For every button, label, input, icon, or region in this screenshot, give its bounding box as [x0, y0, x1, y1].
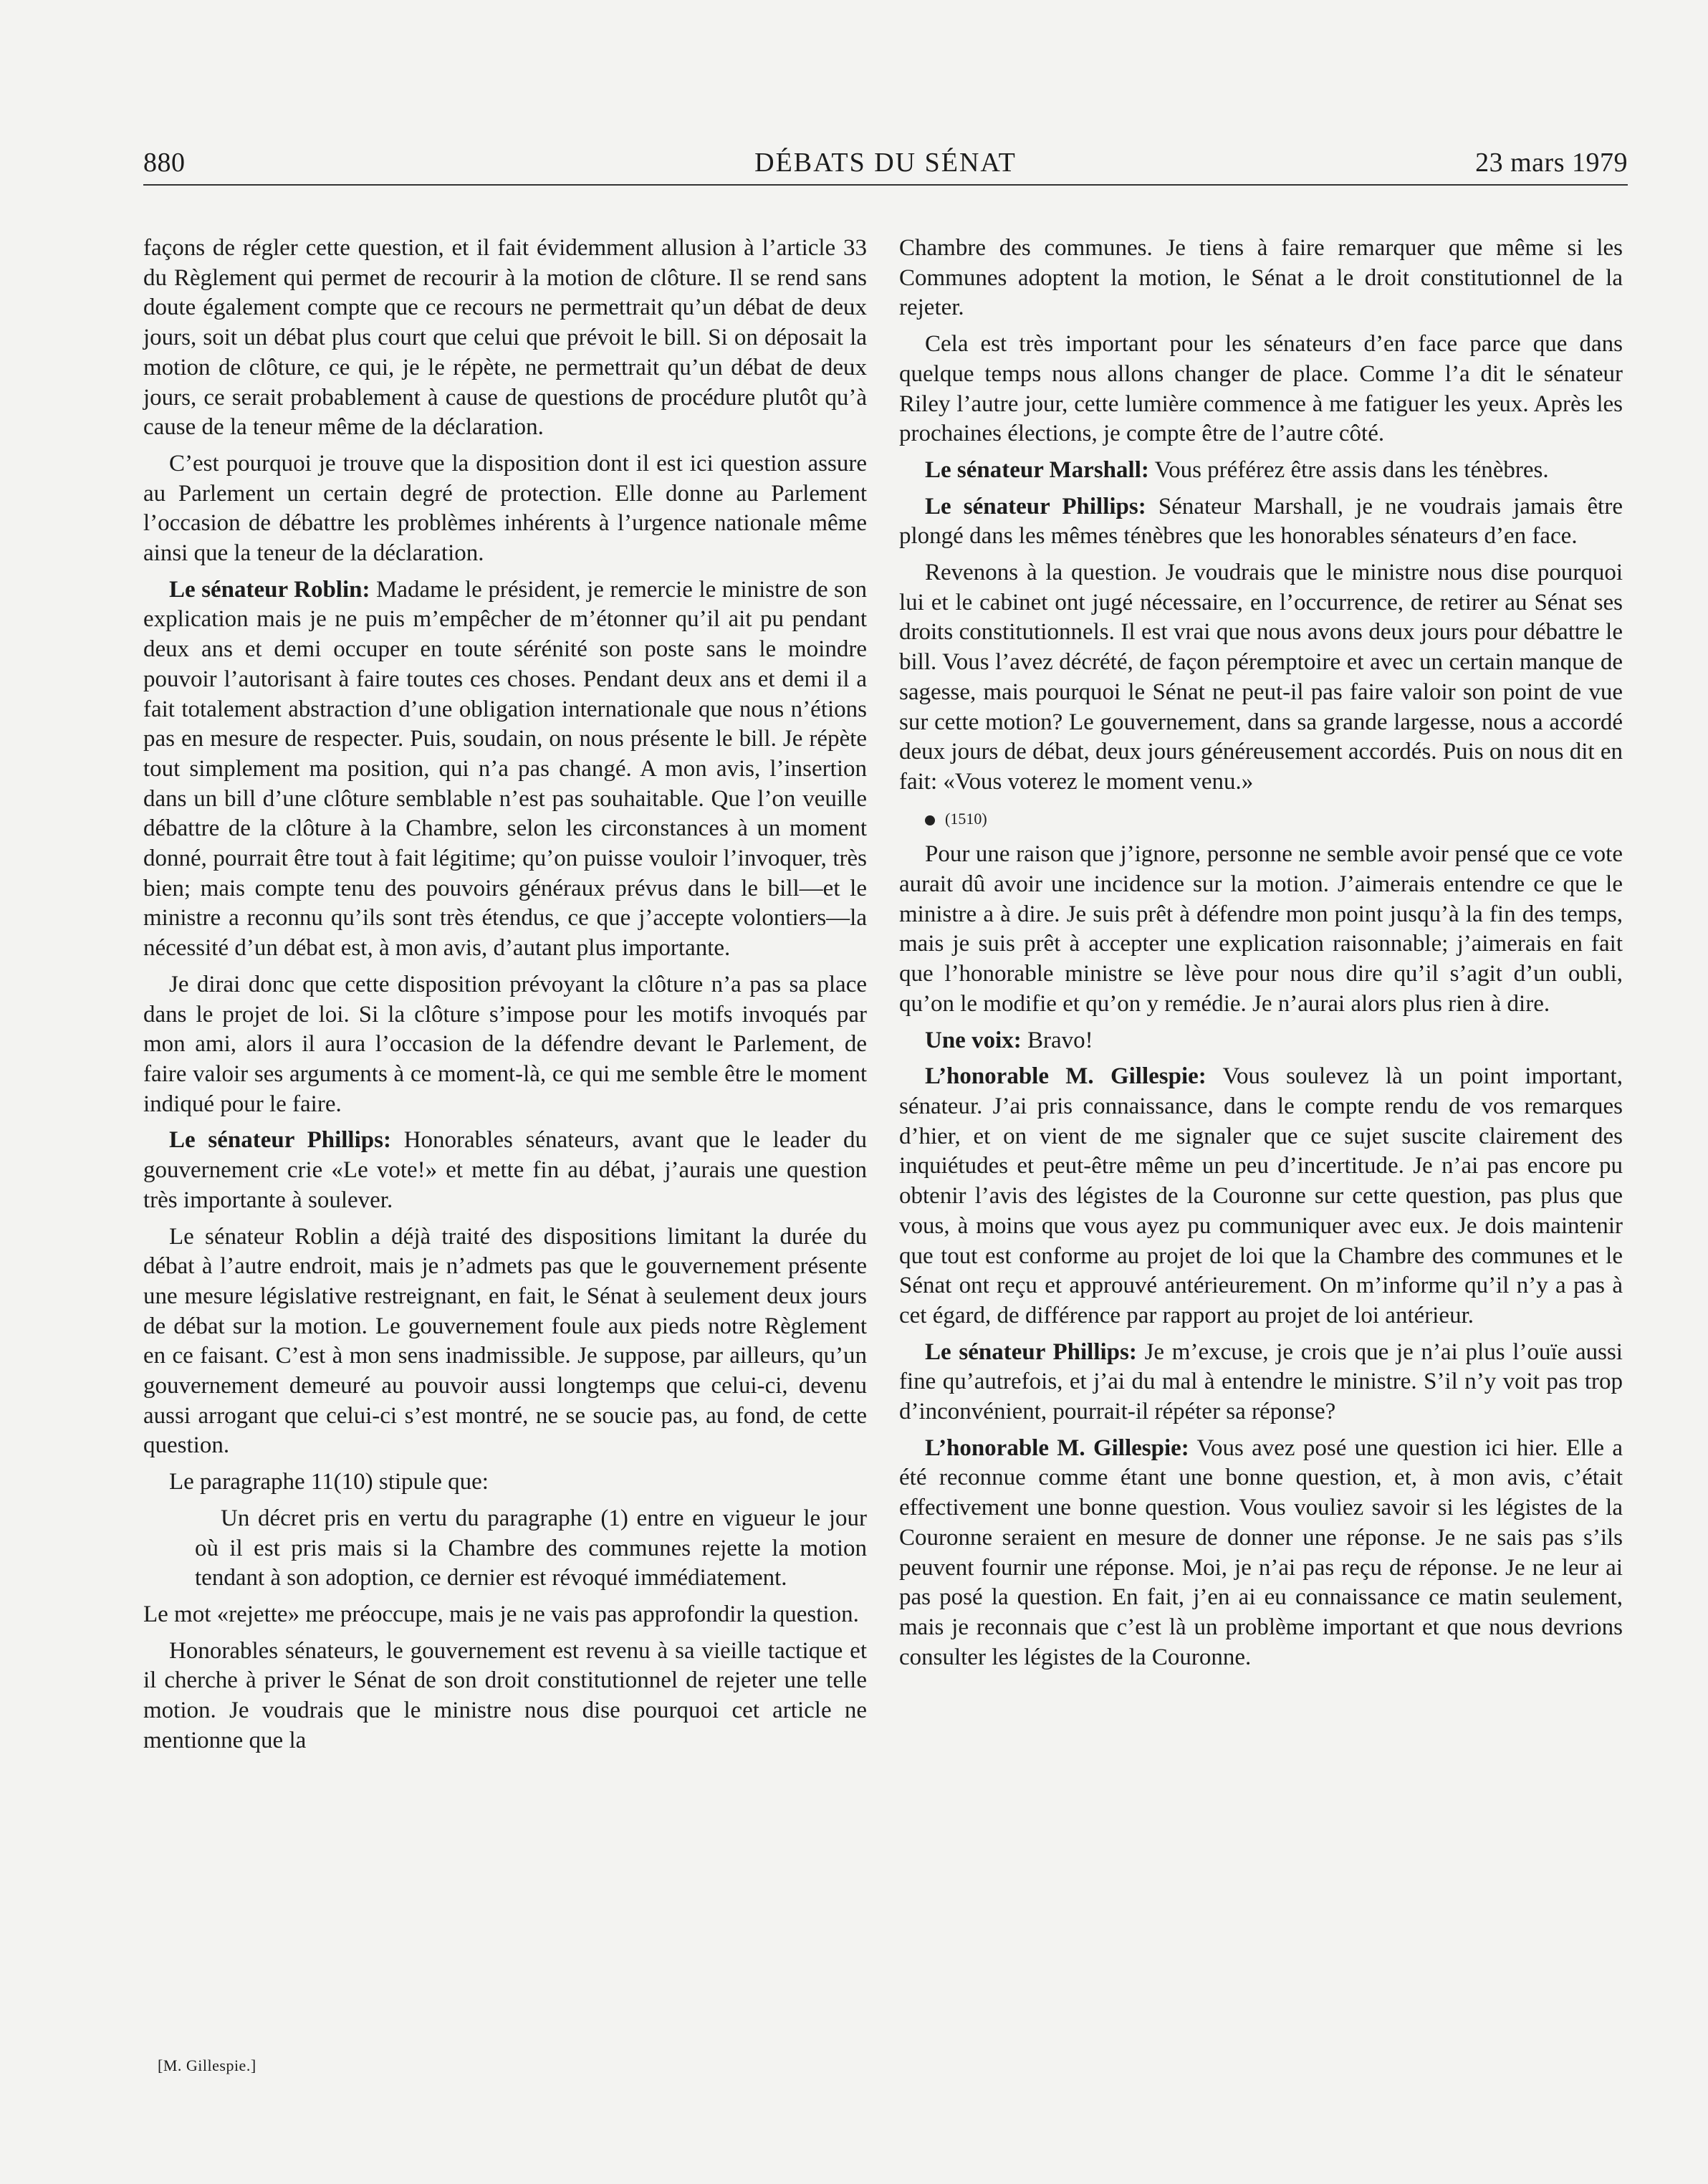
speech-text: Je m’excuse, je crois que je n’ai plus l’ouïe aussi fine qu’autrefois, et j’ai du mal à entendre le ministre. S’il n’y voit pas trop d’inconvénient, pourrait-il répéter sa réponse? — [899, 1338, 1623, 1425]
left-column — [143, 234, 867, 1762]
paragraph: Le mot «rejette» me préoccupe, mais je ne vais pas approfondir la question. — [143, 1601, 859, 1627]
speech-text: Vous préférez être assis dans les ténèbres. — [1148, 456, 1549, 483]
speech-phillips — [899, 492, 1623, 552]
speech-gillespie — [899, 1434, 1623, 1673]
paragraph: Je dirai donc que cette disposition prévoyant la clôture n’a pas sa place dans le projet de loi. Si la clôture s’impose pour les motifs invoqués par mon ami, alors il aura l’occasion de la défendre devant le Parlement, de faire valoir ses arguments à ce moment-là, ce qui me semble être le moment indiqué pour le faire. — [143, 971, 867, 1117]
speaker-name: Le sénateur Roblin: — [169, 576, 370, 603]
speaker-name: Le sénateur Phillips: — [169, 1127, 391, 1154]
speaker-name: Une voix: — [925, 1027, 1022, 1053]
speech-voice — [899, 1026, 1623, 1056]
speaker-name: Le sénateur Phillips: — [925, 493, 1146, 519]
paragraph: Cela est très important pour les sénateurs d’en face parce que dans quelque temps nous allons changer de place. Comme l’a dit le sénateur Riley l’autre jour, cette lumière commence à me fatiguer les yeux. Après les prochaines élections, je compte être de l’autre côté. — [899, 331, 1623, 447]
paragraph: Revenons à la question. Je voudrais que le ministre nous dise pourquoi lui et le cabinet ont jugé nécessaire, en l’occurrence, de retirer au Sénat ses droits constitutionnels. Il est vrai que nous avons deux jours pour débattre le bill. Vous l’avez décrété, de façon péremptoire et avec un certain manque de sagesse, mais pourquoi le Sénat ne peut-il pas faire valoir son point de vue sur cette motion? Le gouvernement, dans sa grande largesse, nous a accordé deux jours de débat, deux jours généreusement accordés. Puis on nous dit en fait: «Vous voterez le moment venu.» — [899, 560, 1623, 795]
speech-text: Honorables sénateurs, avant que le leader du gouvernement crie «Le vote!» et mette fin au débat, j’aurais une question très importante à soulever. — [143, 1127, 867, 1213]
page-header — [143, 147, 1628, 186]
speech-text: Vous avez posé une question ici hier. Elle a été reconnue comme étant une bonne question, et, à mon avis, c’était effectivement une bonne question. Vous vouliez savoir si les légistes de la Couronne seraient en mesure de donner une réponse. Je ne sais pas s’ils peuvent fournir une réponse. Moi, je n’ai pas reçu de réponse. Je ne leur ai pas posé la question. En fait, j’en ai eu connaissance ce matin seulement, mais je reconnais que c’est là un problème important et que nous devrions consulter les légistes de la Couronne. — [899, 1435, 1623, 1670]
speech-roblin — [143, 575, 867, 964]
paragraph: Chambre des communes. Je tiens à faire remarquer que même si les Communes adoptent la motion, le Sénat a le droit constitutionnel de la rejeter. — [899, 235, 1623, 321]
speech-phillips — [143, 1126, 867, 1215]
publication-date: 23 mars 1979 — [1475, 148, 1628, 178]
speech-text: Sénateur Marshall, je ne voudrais jamais être plongé dans les mêmes ténèbres que les honorables sénateurs d’en face. — [899, 493, 1623, 550]
publication-title: DÉBATS DU SÉNAT — [754, 148, 1017, 178]
time-marker — [899, 804, 1623, 834]
paragraph: Le sénateur Roblin a déjà traité des dispositions limitant la durée du débat à l’autre endroit, mais je n’admets pas que le gouvernement présente une mesure législative restreignant, en fait, le Sénat à seulement deux jours de débat sur la motion. Le gouvernement foule aux pieds notre Règlement en ce faisant. C’est à mon sens inadmissible. Je suppose, par ailleurs, qu’un gouvernement demeuré au pouvoir aussi longtemps que celui-ci, devenu aussi arrogant que celui-ci s’est montré, ne se soucie pas, au fond, de cette question. — [143, 1223, 867, 1459]
speaker-name: Le sénateur Marshall: — [925, 456, 1149, 483]
speaker-name: L’honorable M. Gillespie: — [925, 1435, 1189, 1461]
paragraph: Pour une raison que j’ignore, personne ne semble avoir pensé que ce vote aurait dû avoir une incidence sur la motion. J’aimerais entendre ce que le ministre a à dire. Je suis prêt à défendre mon point jusqu’à la fin des temps, mais je suis prêt à accepter une explication raisonnable; j’aimerais en fait que l’honorable ministre se lève pour nous dire qu’il s’agit d’un oubli, qu’on le modifie et qu’on y remédie. Je n’aurai alors plus rien à dire. — [899, 841, 1623, 1017]
bullet-dot-icon — [925, 815, 935, 825]
paragraph: façons de régler cette question, et il fait évidemment allusion à l’article 33 du Règlement qui permet de recourir à la motion de clôture. Il se rend sans doute également compte que ce recours ne permettrait qu’un débat de deux jours, soit un débat plus court que celui que prévoit le bill. Si on déposait la motion de clôture, ce qui, je le répète, ne permettrait qu’un débat de deux jours, ce serait probablement à cause de questions de procédure plutôt qu’à cause de la teneur même de la déclaration. — [143, 235, 867, 441]
time-marker-text: (1510) — [945, 809, 987, 828]
speaker-reference-footer: [M. Gillespie.] — [158, 2056, 256, 2074]
speaker-name: Le sénateur Phillips: — [925, 1338, 1137, 1365]
paragraph: Honorables sénateurs, le gouvernement est revenu à sa vieille tactique et il cherche à priver le Sénat de son droit constitutionnel de rejeter une telle motion. Je voudrais que le ministre nous dise pourquoi cet article ne mentionne que la — [143, 1637, 867, 1753]
right-column — [899, 234, 1623, 1679]
speech-text: Madame le président, je remercie le ministre de son explication mais je ne puis m’empêcher de m’étonner qu’il ait pu pendant deux ans et demi occuper en toute sérénité son poste sans le moindre pouvoir l’autorisant à faire toutes ces choses. Pendant deux ans et demi il a fait totalement abstraction d’une obligation internationale que nous n’étions pas en mesure de respecter. Puis, soudain, on nous présente le bill. Je répète tout simplement ma position, qui n’a pas changé. A mon avis, l’insertion dans un bill d’une clôture semblable n’est pas souhaitable. Que l’on veuille débattre de la clôture à la Chambre, selon les circonstances à un moment donné, pourrait être tout à fait légitime; qu’on puisse vouloir l’invoquer, très bien; mais compte tenu des pouvoirs généraux prévus dans le bill—et le ministre a reconnu qu’ils sont très étendus, ce que j’accepte volontiers—la nécessité d’un débat est, à mon avis, d’autant plus importante. — [143, 576, 867, 962]
speech-gillespie — [899, 1062, 1623, 1331]
block-quote: Un décret pris en vertu du paragraphe (1) entre en vigueur le jour où il est pris mais si la Chambre des communes rejette la motion tendant à son adoption, ce dernier est révoqué immédiatement. — [195, 1505, 867, 1591]
speech-text: Vous soulevez là un point important, sénateur. J’ai pris connaissance, dans le compte rendu de vos remarques d’hier, et on vient de me signaler que ce sujet suscite clairement des inquiétudes et peut-être même un peu d’incertitude. Je n’ai pas encore pu obtenir l’avis des légistes de la Couronne sur cette question, pas plus que vous, à moins que vous ayez pu communiquer avec eux. Je dois maintenir que tout est conforme au projet de loi que la Chambre des communes et le Sénat ont reçu et approuvé antérieurement. On m’informe qu’il n’y a pas à cet égard, de différence par rapport au projet de loi antérieur. — [899, 1063, 1623, 1328]
speech-marshall — [899, 456, 1623, 486]
paragraph: C’est pourquoi je trouve que la disposition dont il est ici question assure au Parlement un certain degré de protection. Elle donne au Parlement l’occasion de débattre les problèmes inhérents à l’urgence nationale même ainsi que la teneur de la déclaration. — [143, 450, 867, 567]
speech-text: Bravo! — [1021, 1027, 1093, 1053]
paragraph: Le paragraphe 11(10) stipule que: — [169, 1469, 489, 1495]
page-number: 880 — [143, 148, 186, 178]
speech-phillips — [899, 1338, 1623, 1427]
speaker-name: L’honorable M. Gillespie: — [925, 1063, 1206, 1090]
